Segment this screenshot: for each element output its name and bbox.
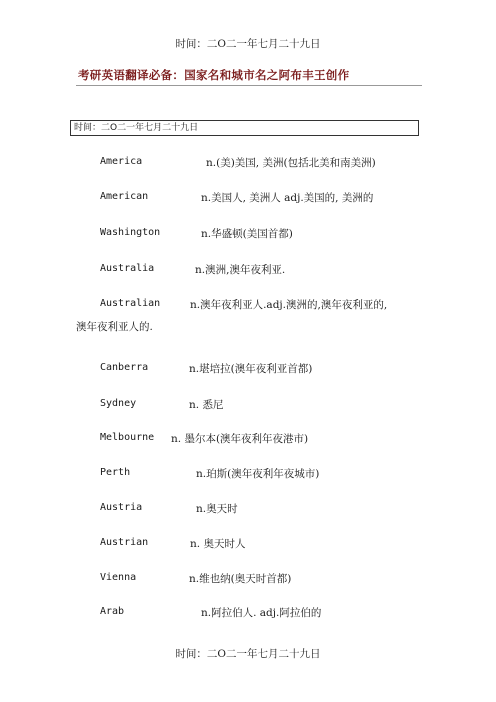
entry-definition: n.澳洲,澳年夜利亚.: [195, 264, 286, 276]
entry-perth: [100, 466, 320, 480]
entry-word: Australian: [100, 298, 161, 309]
document-title: 考研英语翻译必备：国家名和城市名之阿布丰王创作: [78, 68, 350, 82]
entry-continuation: 澳年夜利亚人的.: [76, 321, 153, 333]
entry-melbourne: [100, 431, 309, 445]
entry-definition: n.美国人, 美洲人 adj.美国的, 美洲的: [201, 192, 374, 204]
entry-definition: n.华盛顿(美国首都): [201, 228, 293, 240]
entry-definition: n.珀斯(澳年夜利年夜城市): [196, 468, 320, 480]
entry-definition: n. 奥天时人: [190, 538, 246, 550]
entry-word: Austrian: [100, 537, 149, 548]
entry-word: America: [100, 156, 143, 167]
entry-word: Austria: [100, 502, 143, 513]
entry-definition: n.奥天时: [196, 503, 238, 515]
entry-definition: n.阿拉伯人. adj.阿拉伯的: [201, 607, 322, 619]
entry-definition: n. 悉尼: [189, 399, 224, 411]
entry-definition: n.维也纳(奥天时首都): [189, 573, 292, 585]
entry-american: [100, 190, 374, 204]
entry-austria: [100, 501, 238, 515]
entry-definition: n. 墨尔本(澳年夜利年夜港市): [171, 433, 309, 445]
entry-sydney: [100, 397, 224, 411]
entry-definition: n.澳年夜利亚人.adj.澳洲的,澳年夜利亚的,: [190, 299, 388, 311]
entry-america: [100, 155, 376, 169]
entry-word: Washington: [100, 227, 161, 238]
entry-definition: n.堪培拉(澳年夜利亚首都): [189, 363, 313, 375]
entry-word: Melbourne: [100, 432, 155, 443]
entry-washington: [100, 226, 293, 240]
entry-word: Canberra: [100, 362, 149, 373]
page-footer: 时间：二O二一年七月二十九日: [175, 648, 321, 660]
entry-word: Perth: [100, 467, 131, 478]
entry-word: Vienna: [100, 572, 137, 583]
entry-word: Arab: [100, 606, 125, 617]
entry-word: Australia: [100, 263, 155, 274]
entry-canberra: [100, 361, 313, 375]
entry-vienna: [100, 571, 292, 585]
entry-australian: [100, 297, 388, 311]
entry-word: Sydney: [100, 398, 137, 409]
entry-australia: [100, 262, 286, 276]
entry-austrian: [100, 536, 246, 550]
entry-definition: n.(美)美国, 美洲(包括北美和南美洲): [206, 157, 376, 169]
entry-word: American: [100, 191, 149, 202]
page-header: 时间：二O二一年七月二十九日: [175, 38, 321, 50]
time-box: 时间：二O二一年七月二十九日: [70, 120, 419, 136]
entry-arab: [100, 605, 322, 619]
